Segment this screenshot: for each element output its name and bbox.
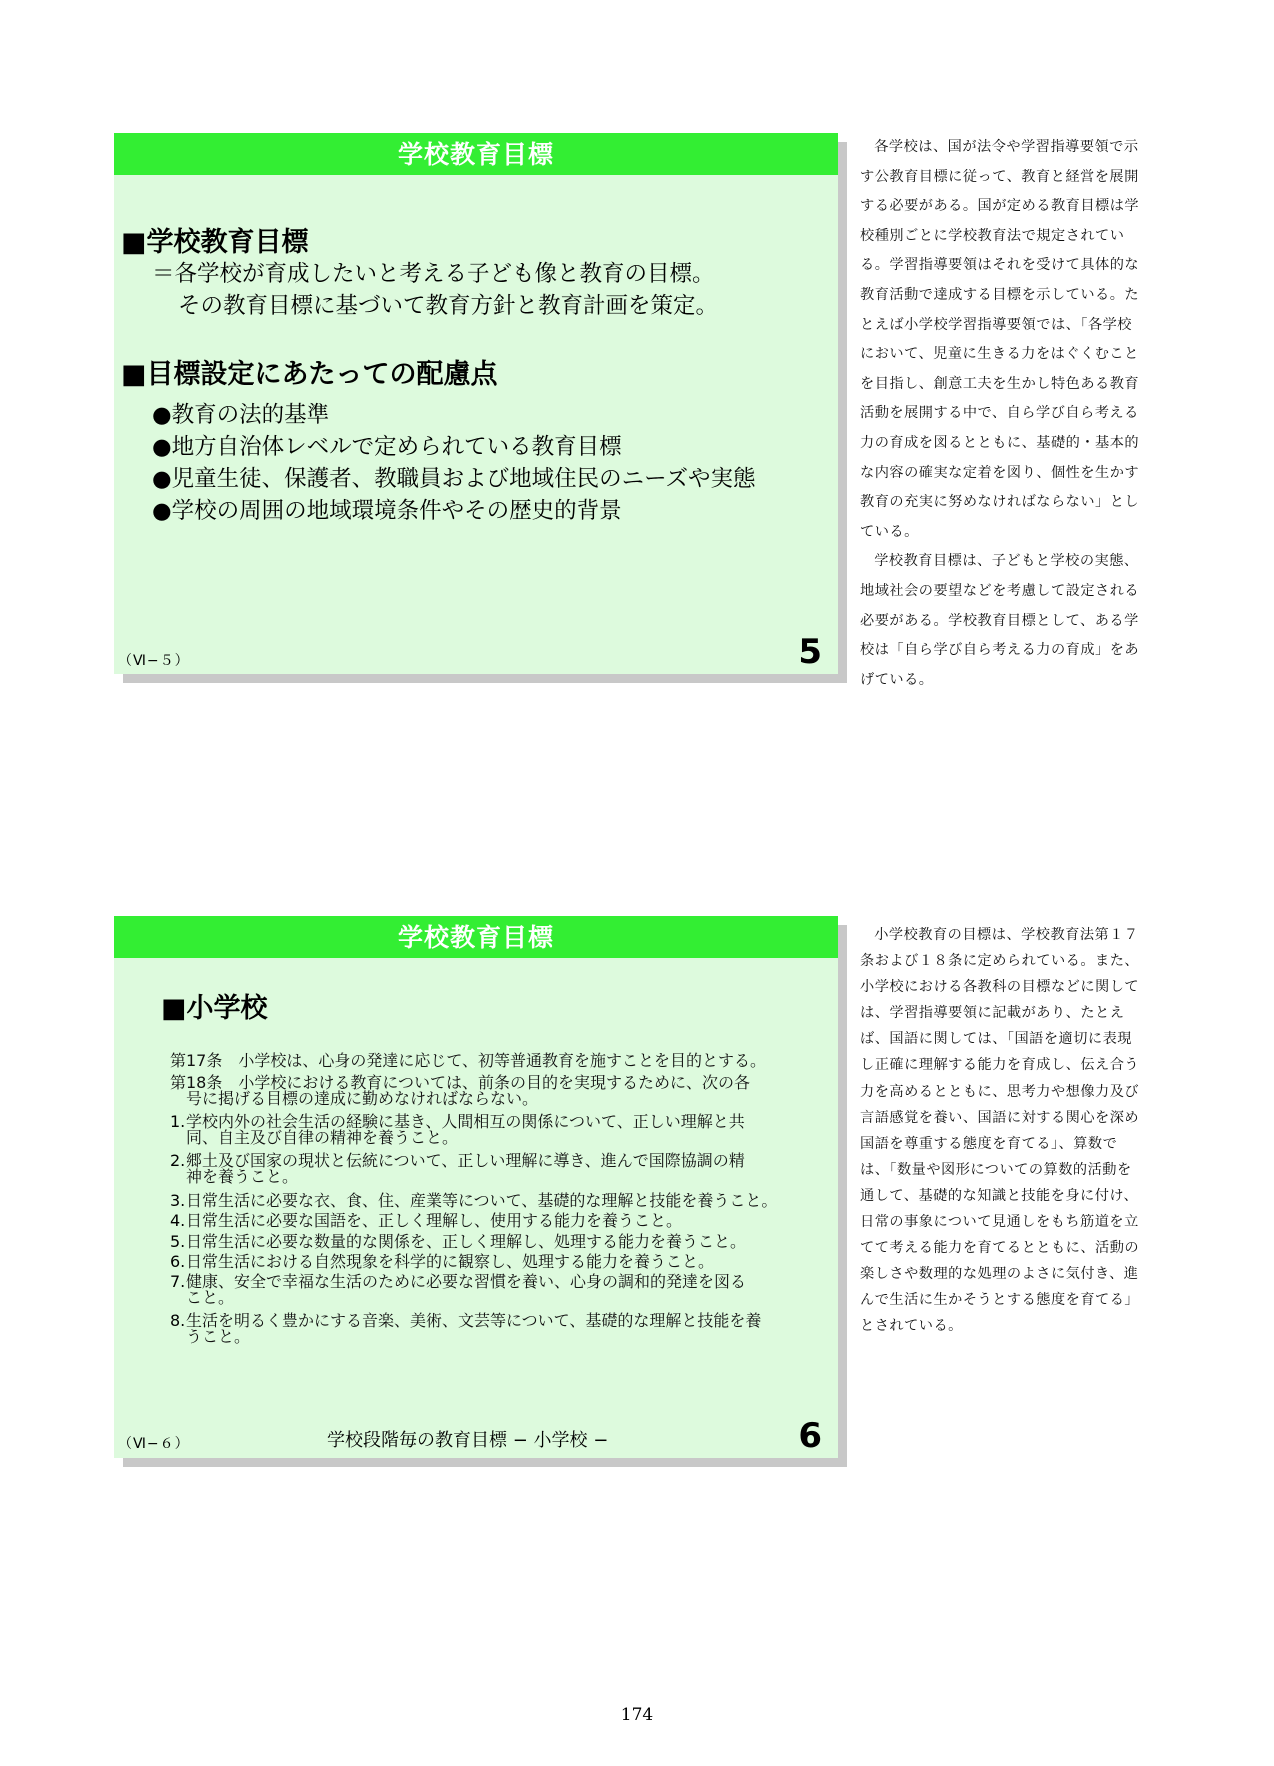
side-commentary-paragraph: 小学校教育の目標は、学校教育法第１７条および１８条に定められている。また、小学校における各教科の目標などに関しては、学習指導要領に記載があり、たとえば、国語に関しては、「国語を適切に表現し正確に理解する能力を育成し、伝え合う力を高めるとともに、思考力や想像力及び言語感覚を養い、国語に対する関心を深め国語を尊重する態度を育てる」、算数では、「数量や図形についての算数的活動を通して、基礎的な知識と技能を身に付け、日常の事象について見通しをもち筋道を立てて考える能力を育てるとともに、活動の楽しさや数理的な処理のよさに気付き、進んで生活に生かそうとする態度を育てる」とされている。: [860, 927, 1140, 1335]
law-item-line: 同、自主及び自律の精神を養うこと。: [186, 1128, 459, 1147]
slide-2: [114, 916, 838, 1458]
slide-1-bullet: ●学校の周囲の地域環境条件やその歴史的背景: [152, 498, 622, 524]
article-18-line-2: 号に掲げる目標の達成に勤めなければならない。: [186, 1089, 539, 1108]
slide-1-bullet: ●児童生徒、保護者、教職員および地域住民のニーズや実態: [152, 466, 756, 492]
law-item-number: 6.: [170, 1252, 186, 1271]
article-18-line-1: 第18条 小学校における教育については、前条の目的を実現するために、次の各: [170, 1073, 751, 1092]
law-item-number: 8.: [170, 1311, 186, 1330]
slide-2-heading-elementary: ■小学校: [161, 993, 268, 1024]
slide-1-bullet: ●教育の法的基準: [152, 402, 330, 428]
side-commentary-paragraph: 各学校は、国が法令や学習指導要領で示す公教育目標に従って、教育と経営を展開する必要がある。国が定める教育目標は学校種別ごとに学校教育法で規定されている。学習指導要領はそれを受けて具体的な教育活動で達成する目標を示している。たとえば小学校学習指導要領では、「各学校において、児童に生きる力をはぐくむことを目指し、創意工夫を生かし特色ある教育活動を展開する中で、自ら学び自ら考える力の育成を図るとともに、基礎的・基本的な内容の確実な定着を図り、個性を生かす教育の充実に努めなければならない」としている。: [860, 139, 1140, 540]
law-item-line: 日常生活に必要な国語を、正しく理解し、使用する能力を養うこと。: [186, 1211, 683, 1230]
slide-1: [114, 133, 838, 674]
slide-2-caption: 学校段階毎の教育目標 − 小学校 −: [327, 1430, 609, 1451]
slide-1-heading-goal: ■学校教育目標: [121, 227, 309, 258]
law-item-number: 1.: [170, 1112, 186, 1131]
slide-1-title: 学校教育目標: [114, 133, 838, 175]
law-item-line: 学校内外の社会生活の経験に基き、人間相互の関係について、正しい理解と共: [186, 1112, 745, 1131]
side-commentary-1: [860, 133, 1145, 695]
law-item-line: 健康、安全で幸福な生活のために必要な習慣を養い、心身の調和的発達を図る: [186, 1272, 747, 1291]
law-item-number: 5.: [170, 1232, 186, 1251]
law-item-line: 日常生活に必要な衣、食、住、産業等について、基礎的な理解と技能を養うこと。: [186, 1191, 778, 1210]
law-item-number: 3.: [170, 1191, 186, 1210]
law-item-line: こと。: [186, 1288, 235, 1307]
slide-2-number: 6: [798, 1416, 822, 1456]
law-item-line: 日常生活に必要な数量的な関係を、正しく理解し、処理する能力を養うこと。: [186, 1232, 747, 1251]
law-item-line: 日常生活における自然現象を科学的に観察し、処理する能力を養うこと。: [186, 1252, 715, 1271]
slide-1-bullet: ●地方自治体レベルで定められている教育目標: [152, 434, 622, 460]
slide-2-title: 学校教育目標: [114, 916, 838, 958]
slide-2-reference: （Ⅵ−６）: [118, 1436, 190, 1452]
side-commentary-paragraph: 学校教育目標は、子どもと学校の実態、地域社会の要望などを考慮して設定される必要がある。学校教育目標として、ある学校は「自ら学び自ら考える力の育成」をあげている。: [860, 553, 1140, 688]
article-17: 第17条 小学校は、心身の発達に応じて、初等普通教育を施すことを目的とする。: [170, 1051, 767, 1070]
slide-1-definition-line-1: ＝各学校が育成したいと考える子ども像と教育の目標。: [152, 261, 715, 287]
law-item-line: 郷土及び国家の現状と伝統について、正しい理解に導き、進んで国際協調の精: [186, 1151, 745, 1170]
slide-1-number: 5: [798, 632, 822, 672]
side-commentary-2: [860, 922, 1145, 1340]
law-item-line: うこと。: [186, 1327, 251, 1346]
slide-1-heading-considerations: ■目標設定にあたっての配慮点: [121, 359, 498, 390]
slide-1-reference: （Ⅵ−５）: [118, 653, 190, 669]
page-number: 174: [620, 1705, 654, 1725]
slide-1-definition-line-2: その教育目標に基づいて教育方針と教育計画を策定。: [178, 293, 719, 319]
law-item-number: 2.: [170, 1151, 186, 1170]
law-item-line: 生活を明るく豊かにする音楽、美術、文芸等について、基礎的な理解と技能を養: [186, 1311, 762, 1330]
law-item-number: 7.: [170, 1272, 186, 1291]
law-item-number: 4.: [170, 1211, 186, 1230]
law-item-line: 神を養うこと。: [186, 1167, 299, 1186]
